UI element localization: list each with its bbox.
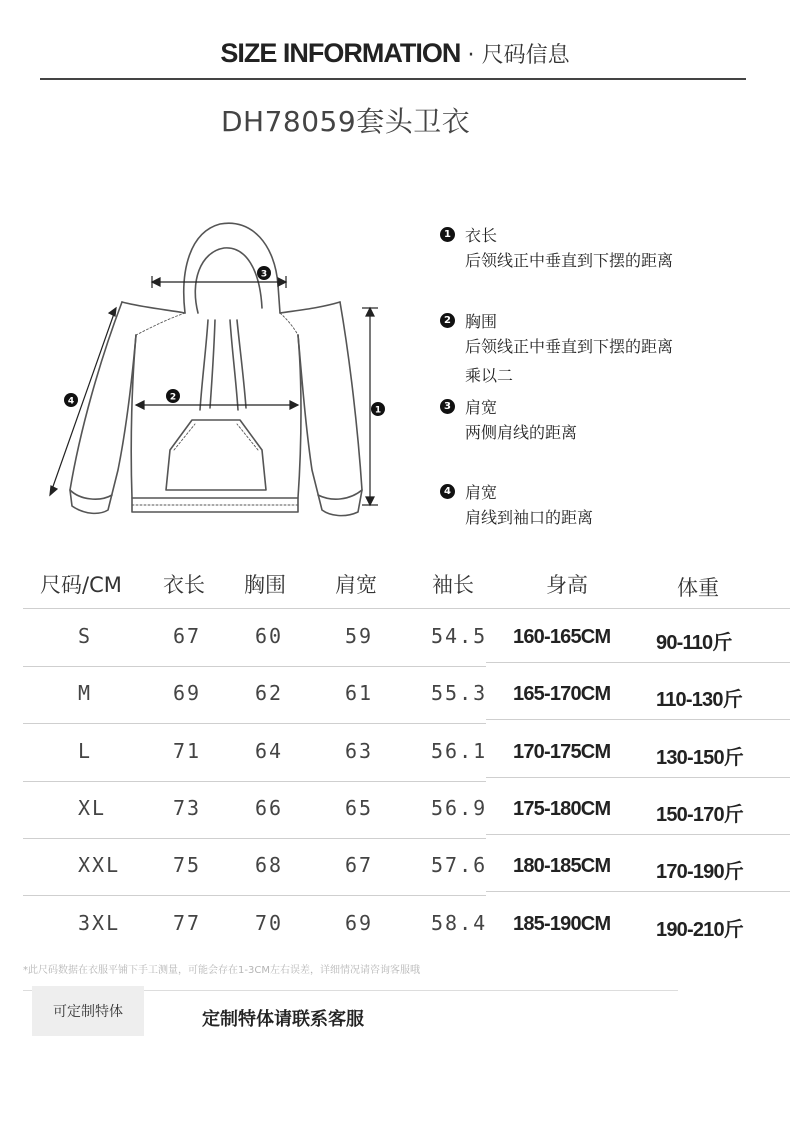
row-divider <box>23 608 486 609</box>
cell-size: 3XL <box>78 911 121 935</box>
cell-weight: 130-150斤 <box>656 747 743 769</box>
cell-size: XL <box>78 796 107 820</box>
header-height: 身高 <box>546 573 588 597</box>
row-divider <box>486 719 790 720</box>
cell-height: 170-175CM <box>513 741 611 763</box>
cell-height: 165-170CM <box>513 683 611 705</box>
cell-height: 185-190CM <box>513 913 611 935</box>
legend-desc: 后领线正中垂直到下摆的距离 <box>465 337 674 356</box>
legend-desc: 乘以二 <box>465 366 514 385</box>
cell-height: 175-180CM <box>513 798 611 820</box>
cell-size: L <box>78 739 93 763</box>
row-divider <box>23 895 486 896</box>
header-chest: 胸围 <box>244 573 286 597</box>
measurement-footnote: *此尺码数据在衣服平铺下手工测量，可能会存在1-3CM左右误差，详细情况请咨询客服哦 <box>23 965 420 976</box>
header-length: 衣长 <box>163 573 205 597</box>
cell-shoulder: 69 <box>345 911 374 935</box>
cell-weight: 190-210斤 <box>656 919 743 941</box>
legend-label: 肩宽 <box>465 482 498 502</box>
size-info-header <box>0 38 790 69</box>
product-title: DH78059套头卫衣 <box>221 105 471 138</box>
custom-size-tag: 可定制特体 <box>32 986 144 1036</box>
legend-label: 肩宽 <box>465 397 498 417</box>
legend-label: 衣长 <box>465 225 498 245</box>
table-row <box>23 897 790 954</box>
cell-sleeve: 57.6 <box>431 853 488 877</box>
marker-4-label: 4 <box>67 396 75 407</box>
header-shoulder: 肩宽 <box>335 573 377 597</box>
cell-chest: 66 <box>255 796 284 820</box>
cell-length: 73 <box>173 796 202 820</box>
cell-shoulder: 67 <box>345 853 374 877</box>
cell-length: 69 <box>173 681 202 705</box>
marker-1-label: 1 <box>374 405 382 416</box>
header-weight: 体重 <box>677 576 719 600</box>
marker-3-label: 3 <box>260 269 268 280</box>
cell-sleeve: 56.9 <box>431 796 488 820</box>
legend-item-length <box>440 222 673 275</box>
cell-length: 67 <box>173 624 202 648</box>
legend-desc: 两侧肩线的距离 <box>465 423 578 442</box>
table-row <box>23 782 790 839</box>
cell-weight: 90-110斤 <box>656 632 732 654</box>
cell-chest: 64 <box>255 739 284 763</box>
cell-shoulder: 61 <box>345 681 374 705</box>
cell-chest: 68 <box>255 853 284 877</box>
cell-size: M <box>78 681 93 705</box>
table-row <box>23 839 790 896</box>
row-divider <box>486 834 790 835</box>
table-row <box>23 667 790 724</box>
legend-item-sleeve <box>440 479 593 532</box>
header-sleeve: 袖长 <box>432 573 474 597</box>
cell-height: 160-165CM <box>513 626 611 648</box>
legend-item-chest <box>440 308 673 390</box>
title-zh: 尺码信息 <box>481 43 570 68</box>
cell-weight: 150-170斤 <box>656 804 743 826</box>
row-divider <box>486 891 790 892</box>
header-size: 尺码/CM <box>40 573 122 597</box>
legend-label: 胸围 <box>465 311 498 331</box>
cell-shoulder: 59 <box>345 624 374 648</box>
cell-sleeve: 56.1 <box>431 739 488 763</box>
number-2-icon: 2 <box>440 313 455 328</box>
cell-sleeve: 55.3 <box>431 681 488 705</box>
number-1-icon: 1 <box>440 227 455 242</box>
number-3-icon: 3 <box>440 399 455 414</box>
cell-sleeve: 58.4 <box>431 911 488 935</box>
cell-length: 77 <box>173 911 202 935</box>
cell-size: S <box>78 624 93 648</box>
cell-chest: 62 <box>255 681 284 705</box>
cell-chest: 60 <box>255 624 284 648</box>
marker-2-label: 2 <box>169 392 177 403</box>
row-divider <box>486 662 790 663</box>
cell-sleeve: 54.5 <box>431 624 488 648</box>
cell-size: XXL <box>78 853 121 877</box>
title-separator: · <box>467 43 475 68</box>
cell-length: 71 <box>173 739 202 763</box>
cell-shoulder: 65 <box>345 796 374 820</box>
row-divider <box>486 608 790 609</box>
custom-size-note: 定制特体请联系客服 <box>202 1009 364 1030</box>
row-divider <box>486 777 790 778</box>
cell-weight: 170-190斤 <box>656 861 743 883</box>
header-divider <box>40 78 746 80</box>
cell-height: 180-185CM <box>513 855 611 877</box>
cell-chest: 70 <box>255 911 284 935</box>
table-row <box>23 610 790 667</box>
cell-shoulder: 63 <box>345 739 374 763</box>
cell-weight: 110-130斤 <box>656 689 742 711</box>
hoodie-diagram <box>40 210 410 540</box>
cell-length: 75 <box>173 853 202 877</box>
legend-desc: 肩线到袖口的距离 <box>465 508 594 527</box>
table-row <box>23 725 790 782</box>
number-4-icon: 4 <box>440 484 455 499</box>
legend-desc: 后领线正中垂直到下摆的距离 <box>465 251 674 270</box>
row-divider <box>23 723 486 724</box>
title-en: SIZE INFORMATION <box>220 38 461 68</box>
table-header-row <box>23 555 790 610</box>
legend-item-shoulder <box>440 394 577 447</box>
